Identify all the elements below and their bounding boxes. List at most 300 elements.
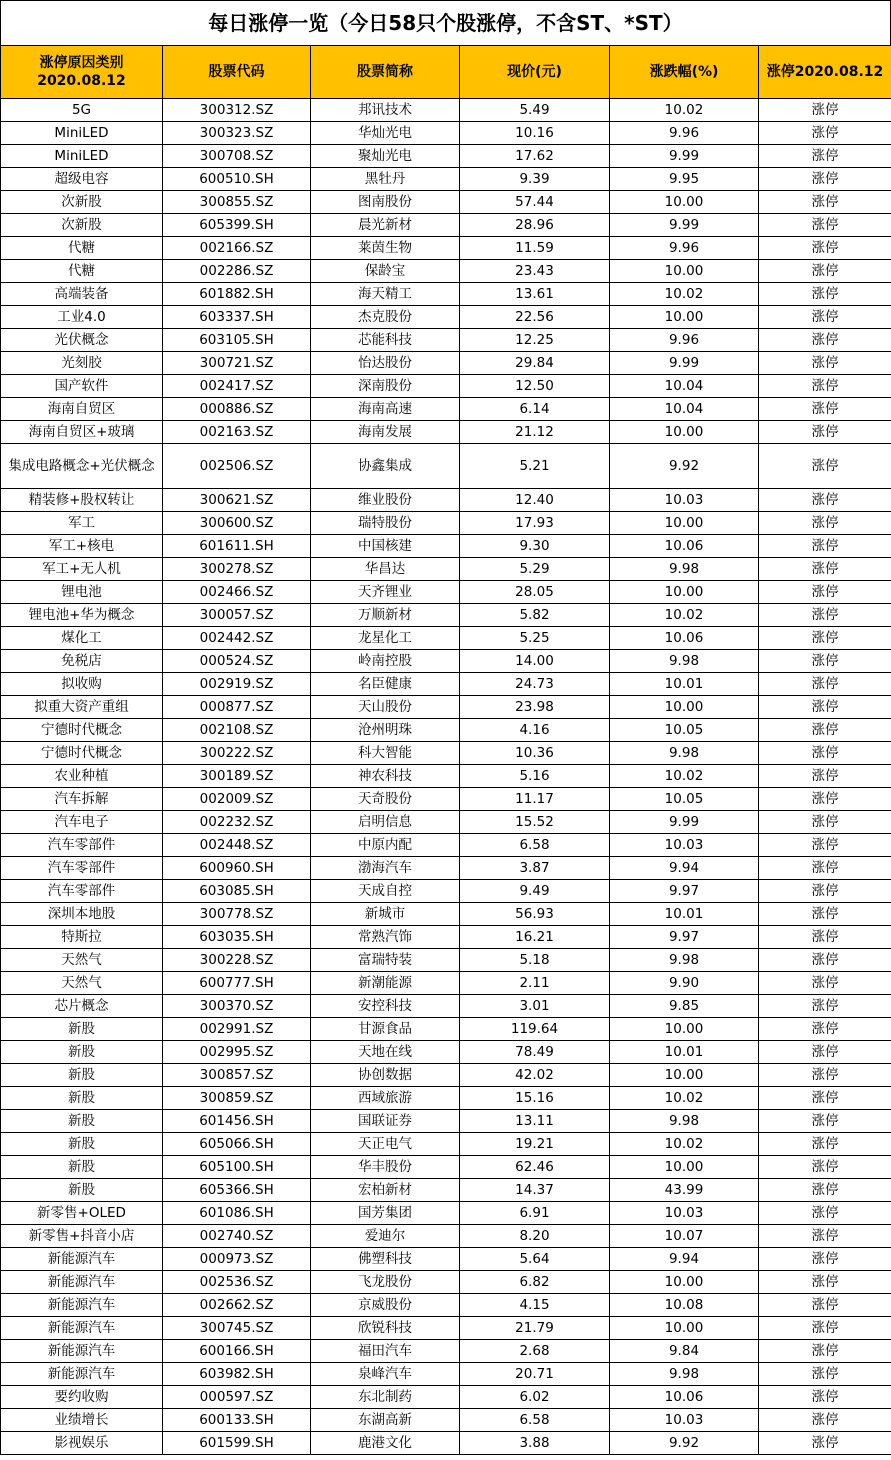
cell-reason: 新能源汽车 (1, 1340, 163, 1363)
cell-stock-name: 瑞特股份 (311, 512, 460, 535)
cell-stock-name: 富瑞特装 (311, 949, 460, 972)
cell-status: 涨停 (759, 834, 891, 857)
cell-stock-name: 怡达股份 (311, 352, 460, 375)
cell-reason: 芯片概念 (1, 995, 163, 1018)
cell-price: 5.29 (460, 558, 610, 581)
cell-status: 涨停 (759, 1363, 891, 1386)
table-row (1, 352, 891, 375)
cell-change-pct: 10.00 (610, 581, 759, 604)
cell-change-pct: 10.00 (610, 1064, 759, 1087)
cell-stock-name: 龙星化工 (311, 627, 460, 650)
cell-stock-code: 300228.SZ (163, 949, 311, 972)
cell-reason: 次新股 (1, 214, 163, 237)
cell-stock-name: 爱迪尔 (311, 1225, 460, 1248)
cell-status: 涨停 (759, 558, 891, 581)
cell-reason: 军工 (1, 512, 163, 535)
cell-change-pct: 9.95 (610, 168, 759, 191)
cell-stock-code: 600960.SH (163, 857, 311, 880)
cell-price: 6.14 (460, 398, 610, 421)
cell-stock-code: 601882.SH (163, 283, 311, 306)
table-row (1, 834, 891, 857)
cell-reason: 拟重大资产重组 (1, 696, 163, 719)
cell-status: 涨停 (759, 1018, 891, 1041)
cell-status: 涨停 (759, 421, 891, 444)
cell-stock-code: 601599.SH (163, 1432, 311, 1455)
cell-stock-code: 600777.SH (163, 972, 311, 995)
cell-status: 涨停 (759, 926, 891, 949)
cell-change-pct: 10.04 (610, 375, 759, 398)
cell-status: 涨停 (759, 375, 891, 398)
cell-stock-code: 300721.SZ (163, 352, 311, 375)
cell-stock-code: 601086.SH (163, 1202, 311, 1225)
cell-price: 4.16 (460, 719, 610, 742)
cell-price: 5.25 (460, 627, 610, 650)
cell-reason: 煤化工 (1, 627, 163, 650)
cell-reason: 拟收购 (1, 673, 163, 696)
cell-stock-name: 莱茵生物 (311, 237, 460, 260)
cell-reason: 海南自贸区 (1, 398, 163, 421)
cell-status: 涨停 (759, 145, 891, 168)
cell-stock-code: 300600.SZ (163, 512, 311, 535)
table-row (1, 283, 891, 306)
cell-status: 涨停 (759, 581, 891, 604)
cell-stock-name: 天正电气 (311, 1133, 460, 1156)
cell-stock-code: 601456.SH (163, 1110, 311, 1133)
cell-reason: 代糖 (1, 237, 163, 260)
table-row (1, 489, 891, 512)
table-row (1, 1156, 891, 1179)
cell-stock-name: 图南股份 (311, 191, 460, 214)
cell-price: 28.05 (460, 581, 610, 604)
cell-stock-code: 300745.SZ (163, 1317, 311, 1340)
cell-price: 21.79 (460, 1317, 610, 1340)
cell-reason: 军工+核电 (1, 535, 163, 558)
cell-change-pct: 10.06 (610, 627, 759, 650)
cell-reason: 集成电路概念+光伏概念 (1, 444, 163, 489)
cell-reason: 军工+无人机 (1, 558, 163, 581)
cell-price: 14.37 (460, 1179, 610, 1202)
cell-price: 15.16 (460, 1087, 610, 1110)
cell-price: 9.30 (460, 535, 610, 558)
cell-stock-code: 300857.SZ (163, 1064, 311, 1087)
cell-reason: 新零售+抖音小店 (1, 1225, 163, 1248)
cell-reason: 业绩增长 (1, 1409, 163, 1432)
cell-status: 涨停 (759, 788, 891, 811)
cell-status: 涨停 (759, 1202, 891, 1225)
cell-reason: 新股 (1, 1133, 163, 1156)
cell-price: 57.44 (460, 191, 610, 214)
cell-status: 涨停 (759, 512, 891, 535)
cell-stock-code: 002108.SZ (163, 719, 311, 742)
cell-reason: 新能源汽车 (1, 1363, 163, 1386)
cell-reason: 光刻胶 (1, 352, 163, 375)
cell-reason: 天然气 (1, 949, 163, 972)
cell-stock-code: 002232.SZ (163, 811, 311, 834)
cell-change-pct: 10.01 (610, 903, 759, 926)
table-row (1, 1133, 891, 1156)
table-row (1, 949, 891, 972)
cell-status: 涨停 (759, 719, 891, 742)
cell-stock-code: 300222.SZ (163, 742, 311, 765)
cell-stock-code: 600133.SH (163, 1409, 311, 1432)
cell-reason: 天然气 (1, 972, 163, 995)
cell-change-pct: 10.02 (610, 765, 759, 788)
cell-price: 5.18 (460, 949, 610, 972)
cell-stock-name: 海天精工 (311, 283, 460, 306)
cell-status: 涨停 (759, 1110, 891, 1133)
table-row (1, 1018, 891, 1041)
table-row (1, 1225, 891, 1248)
cell-stock-code: 300312.SZ (163, 99, 311, 122)
cell-status: 涨停 (759, 880, 891, 903)
cell-stock-code: 300708.SZ (163, 145, 311, 168)
cell-stock-code: 603982.SH (163, 1363, 311, 1386)
cell-status: 涨停 (759, 1248, 891, 1271)
cell-status: 涨停 (759, 444, 891, 489)
cell-stock-code: 300323.SZ (163, 122, 311, 145)
cell-status: 涨停 (759, 1386, 891, 1409)
cell-status: 涨停 (759, 352, 891, 375)
cell-price: 5.49 (460, 99, 610, 122)
cell-status: 涨停 (759, 765, 891, 788)
cell-reason: 新能源汽车 (1, 1271, 163, 1294)
cell-reason: 宁德时代概念 (1, 719, 163, 742)
cell-stock-name: 安控科技 (311, 995, 460, 1018)
table-row (1, 673, 891, 696)
table-row (1, 512, 891, 535)
cell-stock-code: 603085.SH (163, 880, 311, 903)
cell-status: 涨停 (759, 903, 891, 926)
cell-price: 17.62 (460, 145, 610, 168)
cell-reason: 国产软件 (1, 375, 163, 398)
cell-price: 13.61 (460, 283, 610, 306)
cell-status: 涨停 (759, 1179, 891, 1202)
cell-price: 9.49 (460, 880, 610, 903)
cell-change-pct: 9.99 (610, 214, 759, 237)
cell-change-pct: 9.98 (610, 949, 759, 972)
table-body (1, 99, 891, 1455)
cell-reason: 锂电池 (1, 581, 163, 604)
cell-stock-code: 002466.SZ (163, 581, 311, 604)
cell-status: 涨停 (759, 1294, 891, 1317)
header-reason-line2: 2020.08.12 (37, 73, 126, 89)
cell-price: 6.02 (460, 1386, 610, 1409)
cell-reason: 影视娱乐 (1, 1432, 163, 1455)
cell-change-pct: 9.99 (610, 811, 759, 834)
cell-change-pct: 9.99 (610, 145, 759, 168)
cell-status: 涨停 (759, 696, 891, 719)
header-change-pct: 涨跌幅(%) (610, 46, 759, 99)
cell-price: 6.91 (460, 1202, 610, 1225)
cell-reason: MiniLED (1, 122, 163, 145)
cell-stock-name: 佛塑科技 (311, 1248, 460, 1271)
cell-status: 涨停 (759, 1409, 891, 1432)
cell-stock-code: 002995.SZ (163, 1041, 311, 1064)
cell-stock-code: 605399.SH (163, 214, 311, 237)
cell-stock-code: 002163.SZ (163, 421, 311, 444)
cell-status: 涨停 (759, 742, 891, 765)
cell-change-pct: 10.02 (610, 283, 759, 306)
sheet-title: 每日涨停一览（今日58只个股涨停，不含ST、*ST） (0, 0, 891, 45)
cell-reason: 超级电容 (1, 168, 163, 191)
cell-stock-code: 002286.SZ (163, 260, 311, 283)
cell-change-pct: 10.05 (610, 719, 759, 742)
table-row (1, 1087, 891, 1110)
cell-status: 涨停 (759, 489, 891, 512)
cell-stock-name: 鹿港文化 (311, 1432, 460, 1455)
table-row (1, 191, 891, 214)
cell-status: 涨停 (759, 1087, 891, 1110)
table-row (1, 145, 891, 168)
cell-stock-code: 600510.SH (163, 168, 311, 191)
cell-stock-name: 保龄宝 (311, 260, 460, 283)
table-row (1, 99, 891, 122)
cell-change-pct: 10.01 (610, 673, 759, 696)
cell-stock-name: 新潮能源 (311, 972, 460, 995)
cell-stock-name: 维业股份 (311, 489, 460, 512)
header-price: 现价(元) (460, 46, 610, 99)
cell-price: 10.16 (460, 122, 610, 145)
cell-change-pct: 9.98 (610, 650, 759, 673)
cell-stock-code: 002536.SZ (163, 1271, 311, 1294)
cell-stock-code: 300189.SZ (163, 765, 311, 788)
cell-price: 21.12 (460, 421, 610, 444)
table-row (1, 995, 891, 1018)
cell-stock-code: 601611.SH (163, 535, 311, 558)
cell-status: 涨停 (759, 283, 891, 306)
cell-stock-name: 华灿光电 (311, 122, 460, 145)
cell-price: 23.43 (460, 260, 610, 283)
cell-stock-name: 宏柏新材 (311, 1179, 460, 1202)
cell-price: 11.59 (460, 237, 610, 260)
cell-status: 涨停 (759, 1064, 891, 1087)
cell-reason: 新股 (1, 1041, 163, 1064)
cell-price: 16.21 (460, 926, 610, 949)
cell-change-pct: 10.00 (610, 421, 759, 444)
cell-status: 涨停 (759, 627, 891, 650)
cell-change-pct: 10.00 (610, 260, 759, 283)
cell-stock-name: 泉峰汽车 (311, 1363, 460, 1386)
cell-stock-name: 新城市 (311, 903, 460, 926)
table-row (1, 1432, 891, 1455)
table-row (1, 421, 891, 444)
cell-reason: 新零售+OLED (1, 1202, 163, 1225)
cell-price: 29.84 (460, 352, 610, 375)
table-row (1, 1271, 891, 1294)
cell-reason: 次新股 (1, 191, 163, 214)
cell-stock-name: 聚灿光电 (311, 145, 460, 168)
table-row (1, 398, 891, 421)
table-row (1, 1340, 891, 1363)
cell-status: 涨停 (759, 995, 891, 1018)
cell-change-pct: 9.94 (610, 857, 759, 880)
cell-price: 12.50 (460, 375, 610, 398)
cell-stock-name: 海南发展 (311, 421, 460, 444)
cell-price: 3.87 (460, 857, 610, 880)
cell-stock-code: 603337.SH (163, 306, 311, 329)
cell-change-pct: 10.01 (610, 1041, 759, 1064)
cell-change-pct: 10.03 (610, 489, 759, 512)
cell-change-pct: 9.96 (610, 237, 759, 260)
cell-change-pct: 9.98 (610, 558, 759, 581)
cell-stock-code: 000877.SZ (163, 696, 311, 719)
cell-stock-name: 天成自控 (311, 880, 460, 903)
cell-reason: 海南自贸区+玻璃 (1, 421, 163, 444)
cell-price: 3.01 (460, 995, 610, 1018)
cell-price: 5.64 (460, 1248, 610, 1271)
cell-stock-code: 002662.SZ (163, 1294, 311, 1317)
table-row (1, 444, 891, 489)
cell-stock-code: 300855.SZ (163, 191, 311, 214)
cell-stock-name: 沧州明珠 (311, 719, 460, 742)
cell-price: 8.20 (460, 1225, 610, 1248)
cell-stock-code: 002442.SZ (163, 627, 311, 650)
cell-price: 2.68 (460, 1340, 610, 1363)
cell-change-pct: 10.02 (610, 1087, 759, 1110)
table-row (1, 719, 891, 742)
table-row (1, 375, 891, 398)
cell-stock-code: 002506.SZ (163, 444, 311, 489)
cell-change-pct: 10.00 (610, 1018, 759, 1041)
cell-stock-code: 300057.SZ (163, 604, 311, 627)
header-stock-name: 股票简称 (311, 46, 460, 99)
cell-stock-name: 岭南控股 (311, 650, 460, 673)
cell-change-pct: 9.85 (610, 995, 759, 1018)
cell-change-pct: 9.92 (610, 1432, 759, 1455)
cell-status: 涨停 (759, 650, 891, 673)
cell-reason: 高端装备 (1, 283, 163, 306)
cell-status: 涨停 (759, 972, 891, 995)
cell-stock-name: 天地在线 (311, 1041, 460, 1064)
cell-change-pct: 43.99 (610, 1179, 759, 1202)
cell-price: 78.49 (460, 1041, 610, 1064)
limit-up-table (0, 45, 891, 1455)
cell-change-pct: 10.02 (610, 604, 759, 627)
cell-reason: 锂电池+华为概念 (1, 604, 163, 627)
cell-stock-name: 启明信息 (311, 811, 460, 834)
cell-stock-name: 东湖高新 (311, 1409, 460, 1432)
cell-change-pct: 10.00 (610, 696, 759, 719)
cell-stock-name: 天山股份 (311, 696, 460, 719)
table-row (1, 329, 891, 352)
cell-stock-code: 300621.SZ (163, 489, 311, 512)
cell-stock-name: 东北制药 (311, 1386, 460, 1409)
cell-price: 23.98 (460, 696, 610, 719)
cell-change-pct: 10.00 (610, 306, 759, 329)
cell-stock-code: 300778.SZ (163, 903, 311, 926)
cell-reason: 特斯拉 (1, 926, 163, 949)
cell-price: 12.40 (460, 489, 610, 512)
cell-price: 17.93 (460, 512, 610, 535)
table-row (1, 926, 891, 949)
cell-change-pct: 10.02 (610, 99, 759, 122)
table-row (1, 788, 891, 811)
cell-stock-name: 黑牡丹 (311, 168, 460, 191)
cell-reason: 新股 (1, 1064, 163, 1087)
table-row (1, 604, 891, 627)
table-row (1, 168, 891, 191)
cell-stock-code: 603035.SH (163, 926, 311, 949)
cell-price: 62.46 (460, 1156, 610, 1179)
cell-status: 涨停 (759, 1271, 891, 1294)
cell-stock-name: 华昌达 (311, 558, 460, 581)
table-row (1, 742, 891, 765)
cell-price: 14.00 (460, 650, 610, 673)
cell-price: 28.96 (460, 214, 610, 237)
cell-reason: MiniLED (1, 145, 163, 168)
cell-reason: 汽车电子 (1, 811, 163, 834)
cell-price: 6.58 (460, 1409, 610, 1432)
table-row (1, 650, 891, 673)
cell-reason: 光伏概念 (1, 329, 163, 352)
cell-stock-name: 中原内配 (311, 834, 460, 857)
cell-reason: 要约收购 (1, 1386, 163, 1409)
cell-status: 涨停 (759, 535, 891, 558)
table-row (1, 1409, 891, 1432)
cell-reason: 新能源汽车 (1, 1317, 163, 1340)
cell-price: 3.88 (460, 1432, 610, 1455)
cell-stock-name: 协创数据 (311, 1064, 460, 1087)
table-row (1, 1248, 891, 1271)
cell-price: 119.64 (460, 1018, 610, 1041)
cell-stock-name: 深南股份 (311, 375, 460, 398)
table-row (1, 765, 891, 788)
cell-status: 涨停 (759, 811, 891, 834)
cell-stock-name: 飞龙股份 (311, 1271, 460, 1294)
cell-status: 涨停 (759, 214, 891, 237)
cell-reason: 新股 (1, 1087, 163, 1110)
cell-change-pct: 10.00 (610, 512, 759, 535)
cell-price: 42.02 (460, 1064, 610, 1087)
table-row (1, 903, 891, 926)
cell-reason: 精装修+股权转让 (1, 489, 163, 512)
cell-change-pct: 10.00 (610, 1271, 759, 1294)
cell-price: 6.58 (460, 834, 610, 857)
cell-change-pct: 9.96 (610, 329, 759, 352)
cell-change-pct: 10.00 (610, 191, 759, 214)
cell-stock-code: 605366.SH (163, 1179, 311, 1202)
cell-change-pct: 10.04 (610, 398, 759, 421)
cell-stock-name: 科大智能 (311, 742, 460, 765)
cell-price: 12.25 (460, 329, 610, 352)
cell-reason: 新能源汽车 (1, 1248, 163, 1271)
cell-stock-code: 000973.SZ (163, 1248, 311, 1271)
cell-stock-code: 002009.SZ (163, 788, 311, 811)
cell-status: 涨停 (759, 306, 891, 329)
cell-stock-name: 国芳集团 (311, 1202, 460, 1225)
cell-price: 13.11 (460, 1110, 610, 1133)
cell-change-pct: 10.03 (610, 834, 759, 857)
cell-status: 涨停 (759, 1133, 891, 1156)
cell-price: 15.52 (460, 811, 610, 834)
cell-reason: 农业种植 (1, 765, 163, 788)
cell-stock-name: 神农科技 (311, 765, 460, 788)
cell-reason: 深圳本地股 (1, 903, 163, 926)
cell-price: 5.16 (460, 765, 610, 788)
cell-stock-name: 协鑫集成 (311, 444, 460, 489)
cell-stock-code: 300278.SZ (163, 558, 311, 581)
cell-stock-code: 300370.SZ (163, 995, 311, 1018)
cell-stock-name: 欣锐科技 (311, 1317, 460, 1340)
cell-stock-name: 常熟汽饰 (311, 926, 460, 949)
cell-status: 涨停 (759, 1225, 891, 1248)
table-row (1, 972, 891, 995)
cell-change-pct: 9.98 (610, 742, 759, 765)
cell-stock-code: 000524.SZ (163, 650, 311, 673)
cell-status: 涨停 (759, 1156, 891, 1179)
cell-stock-name: 芯能科技 (311, 329, 460, 352)
table-row (1, 1064, 891, 1087)
